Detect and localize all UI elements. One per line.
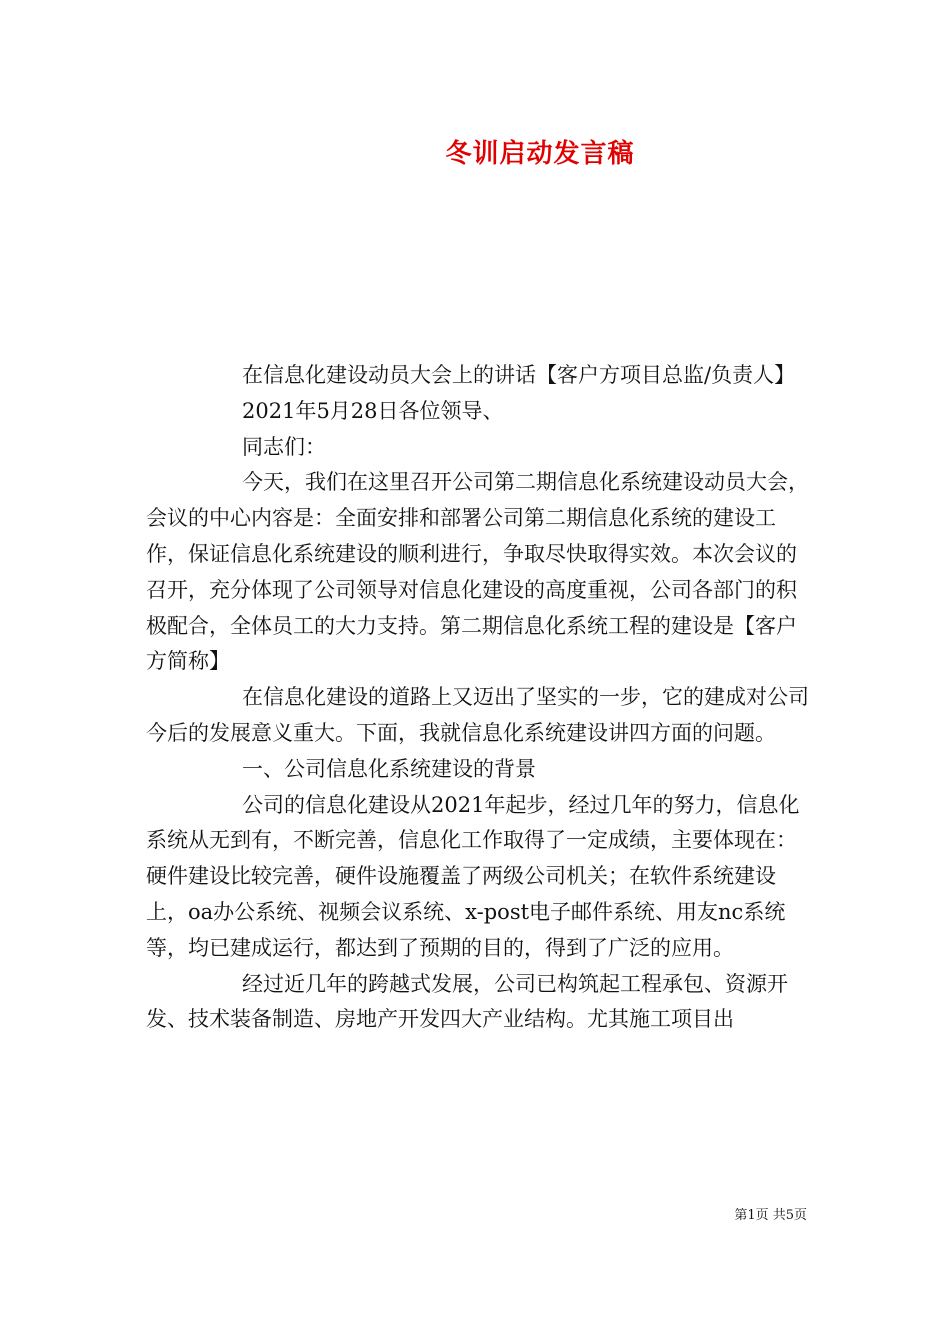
document-title: 冬训启动发言稿	[445, 139, 635, 169]
paragraph: 在信息化建设动员大会上的讲话【客户方项目总监/负责人】	[242, 363, 796, 387]
paragraph: 同志们：	[242, 434, 326, 459]
paragraph: 在信息化建设的道路上又迈出了坚实的一步，它的建成对公司今后的发展意义重大。下面，我就信息化系统建设讲四方面的问题。	[146, 685, 809, 745]
paragraph: 公司的信息化建设从2021年起步，经过几年的努力，信息化系统从无到有，不断完善，信息化工作取得了一定成绩，主要体现在：硬件建设比较完善，硬件设施覆盖了两级公司机关；在软件系统建设上，oa办公系统、视频会议系统、x-post电子邮件系统、用友nc系统等，均已建成运行，都达到了预期的目的，得到了广泛的应用。	[146, 792, 800, 960]
page-number: 第1页 共5页	[734, 1208, 807, 1223]
paragraph: 一、公司信息化系统建设的背景	[242, 756, 536, 781]
document-body	[146, 358, 810, 1038]
paragraph: 2021年5月28日各位领导、	[242, 398, 504, 423]
paragraph: 今天，我们在这里召开公司第二期信息化系统建设动员大会，会议的中心内容是：全面安排和部署公司第二期信息化系统的建设工作，保证信息化系统建设的顺利进行，争取尽快取得实效。本次会议的召开，充分体现了公司领导对信息化建设的高度重视，公司各部门的积极配合，全体员工的大力支持。第二期信息化系统工程的建设是【客户方简称】	[146, 470, 809, 674]
paragraph: 经过近几年的跨越式发展，公司已构筑起工程承包、资源开发、技术装备制造、房地产开发四大产业结构。尤其施工项目出	[146, 971, 788, 1032]
